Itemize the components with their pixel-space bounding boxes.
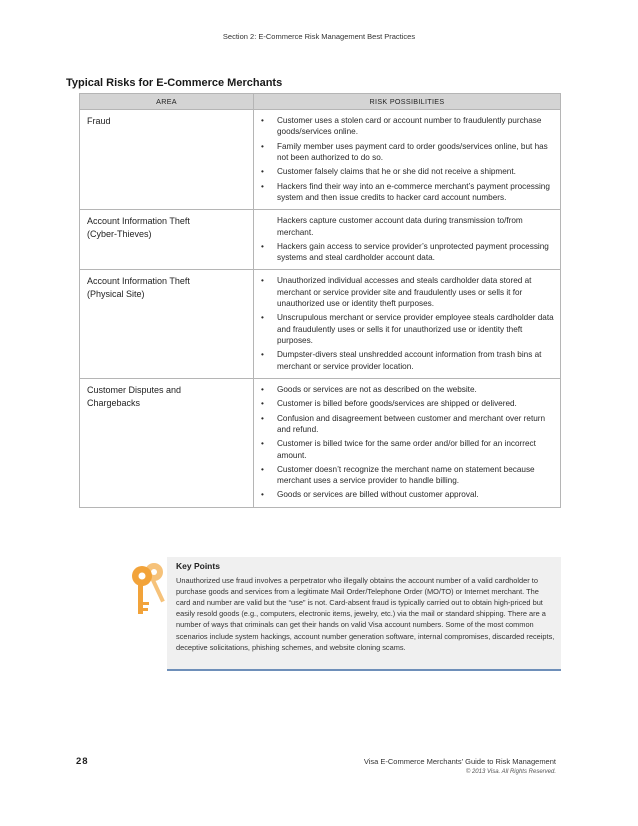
risk-text: Goods or services are billed without customer approval. (277, 490, 479, 500)
table-row (80, 110, 561, 210)
bullet-marker: • (261, 141, 264, 151)
risk-list (261, 384, 554, 501)
list-item (261, 489, 554, 500)
list-item (261, 349, 554, 372)
key-points-body: Unauthorized use fraud involves a perpetrator who illegally obtains the account number of a valid cardholder to purchase goods and services from a legitimate Mail Order/Telephone Order (MO/TO) or Internet merchant. The card and number are valid but the “use” is not. Card-absent fraud is typically carried out to obtain high-priced but easily resold goods (e.g., computers, electronic items, jewelry, etc.) via the mail or standard shipping. There are a number of ways that criminals can get their hands on valid Visa account numbers. Some of the most common scenarios include system hackings, account number generation software, internal compromises, discarded receipts, deceptive solicitations, phishing schemes, and website cloning scams. (176, 576, 555, 652)
risk-text: Family member uses payment card to order goods/services online, but has not been authorized to do so. (277, 141, 548, 162)
area-label: Customer Disputes and (87, 384, 182, 395)
table-header-row (80, 94, 561, 110)
area-label: (Physical Site) (87, 289, 145, 300)
bullet-marker: • (261, 413, 264, 423)
keys-icon (120, 560, 170, 620)
list-item (261, 241, 554, 264)
risk-text: Customer doesn’t recognize the merchant name on statement because merchant uses a service provider to handle billing. (277, 464, 535, 486)
list-item (261, 438, 554, 461)
key-hole (151, 569, 157, 575)
table-body (80, 110, 561, 508)
risk-possibilities-cell (254, 210, 561, 270)
risk-list (261, 215, 554, 263)
bullet-marker: • (261, 276, 264, 286)
bullet-marker: • (261, 350, 264, 360)
risk-possibilities-cell (254, 270, 561, 379)
bullet-marker: • (261, 399, 264, 409)
list-item (261, 166, 554, 177)
list-item (261, 215, 554, 238)
risks-table (79, 93, 561, 508)
key-hole (139, 573, 146, 580)
table-row (80, 210, 561, 270)
key-tooth (143, 602, 149, 605)
list-item (261, 141, 554, 164)
area-cell (80, 378, 254, 507)
area-label: Account Information Theft (87, 276, 190, 287)
list-item (261, 464, 554, 487)
bullet-marker: • (261, 439, 264, 449)
risk-text: Customer uses a stolen card or account number to fraudulently purchase goods/services online. (277, 116, 542, 137)
bullet-marker: • (261, 490, 264, 500)
risk-possibilities-cell (254, 110, 561, 210)
risk-text: Customer is billed before goods/services are shipped or delivered. (277, 399, 517, 409)
key-points-title: Key Points (176, 561, 220, 571)
list-item (261, 275, 554, 309)
section-header: Section 2: E-Commerce Risk Management Best Practices (222, 32, 416, 41)
list-item (261, 312, 554, 346)
area-label: (Cyber-Thieves) (87, 229, 152, 240)
list-item (261, 181, 554, 204)
column-header-risk-possibilities: RISK POSSIBILITIES (254, 94, 561, 110)
risk-possibilities-cell (254, 378, 561, 507)
bullet-marker: • (261, 181, 264, 191)
bullet-marker: • (261, 241, 264, 251)
area-cell (80, 210, 254, 270)
bullet-marker: • (261, 167, 264, 177)
list-item (261, 413, 554, 436)
bullet-marker: • (261, 464, 264, 474)
key-tooth (143, 608, 148, 611)
key-shaft (150, 577, 165, 602)
risk-text: Goods or services are not as described on the website. (277, 384, 477, 394)
footer-doc-title: Visa E-Commerce Merchants’ Guide to Risk Management (363, 757, 556, 766)
area-label: Account Information Theft (87, 216, 190, 227)
risk-text: Hackers find their way into an e-commerce merchant’s payment processing system and then issue credits to hacker card account numbers. (277, 181, 550, 202)
risk-list (261, 275, 554, 372)
table-row (80, 378, 561, 507)
bullet-marker: • (261, 116, 264, 125)
risk-text: Unscrupulous merchant or service provider employee steals cardholder data and fraudulently uses or sells it for unauthorized use or identity theft purposes. (277, 313, 554, 345)
area-cell (80, 110, 254, 210)
list-item (261, 398, 554, 409)
list-item (261, 115, 554, 138)
risk-text: Confusion and disagreement between customer and merchant over return and refund. (277, 413, 546, 434)
risk-text: Unauthorized individual accesses and steals cardholder data stored at merchant or service provider site and fraudulently uses or sells it for unauthorized use or identity theft purposes. (277, 276, 532, 309)
area-label: Chargebacks (87, 397, 141, 408)
risk-text: Dumpster-divers steal unshredded account information from trash bins at merchant or service provider location. (277, 350, 542, 371)
area-label: Fraud (87, 116, 111, 126)
table-row (80, 270, 561, 379)
risk-text: Customer is billed twice for the same order and/or billed for an incorrect amount. (277, 439, 536, 460)
key-points-box (167, 557, 561, 671)
page-number: 28 (76, 756, 89, 767)
table-title: Typical Risks for E-Commerce Merchants (66, 77, 283, 89)
risk-text: Hackers gain access to service provider’s unprotected payment processing systems and steal cardholder account data. (277, 241, 549, 263)
column-header-area: AREA (80, 94, 254, 110)
risk-list (261, 115, 554, 203)
risk-text: Hackers capture customer account data during transmission to/from merchant. (277, 216, 523, 237)
list-item (261, 384, 554, 395)
bullet-marker: • (261, 384, 264, 394)
key-shaft (138, 584, 143, 614)
risk-text: Customer falsely claims that he or she did not receive a shipment. (277, 167, 516, 177)
area-cell (80, 270, 254, 379)
bullet-marker: • (261, 313, 264, 323)
footer-copyright: © 2013 Visa. All Rights Reserved. (465, 769, 556, 775)
